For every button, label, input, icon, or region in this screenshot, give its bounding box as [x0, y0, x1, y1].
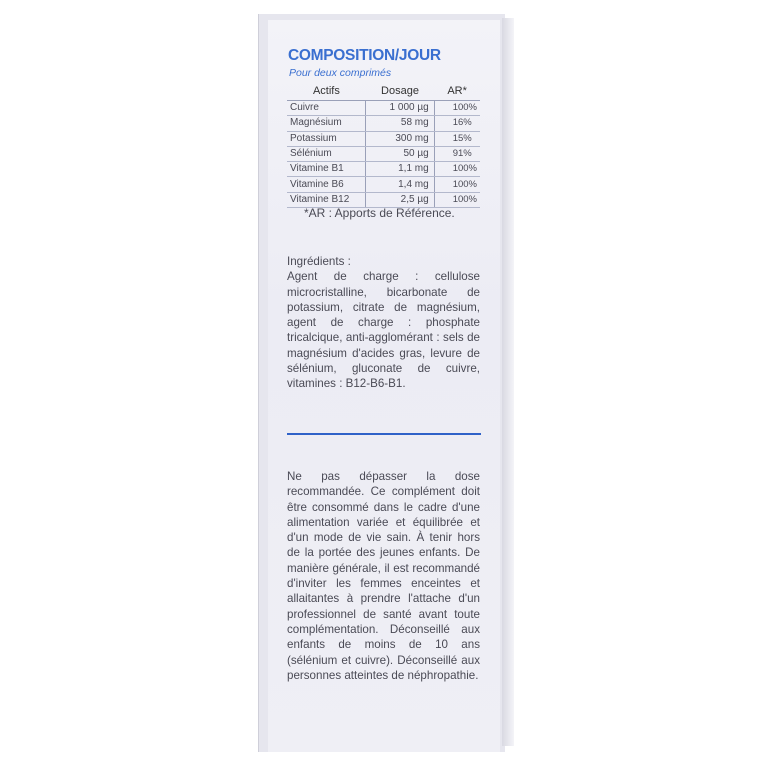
ingredients-block: [287, 254, 480, 392]
box-edge: [502, 18, 514, 746]
nutrient-dosage: 1,1 mg: [366, 162, 434, 177]
nutrient-dosage: 50 µg: [366, 146, 434, 161]
ingredients-heading: Ingrédients :: [287, 255, 351, 268]
nutrient-ar: 100%: [434, 162, 480, 177]
nutrient-dosage: 1 000 µg: [366, 101, 434, 116]
nutrient-ar: 16%: [434, 116, 480, 131]
table-row: [287, 101, 480, 116]
header-actifs: Actifs: [287, 83, 366, 101]
table-header-row: [287, 83, 480, 101]
nutrient-dosage: 2,5 µg: [366, 192, 434, 207]
nutrient-ar: 100%: [434, 192, 480, 207]
nutrient-dosage: 300 mg: [366, 131, 434, 146]
header-ar: AR*: [434, 83, 480, 101]
warning-block: [287, 469, 480, 683]
nutrient-dosage: 58 mg: [366, 116, 434, 131]
nutrient-ar: 91%: [434, 146, 480, 161]
table-row: [287, 162, 480, 177]
nutrient-name: Magnésium: [287, 116, 366, 131]
table-row: [287, 116, 480, 131]
nutrient-name: Vitamine B6: [287, 177, 366, 192]
section-divider: [287, 433, 481, 435]
composition-title: COMPOSITION/JOUR: [288, 47, 441, 64]
nutrient-name: Potassium: [287, 131, 366, 146]
nutrient-ar: 15%: [434, 131, 480, 146]
composition-table: [287, 83, 480, 208]
nutrient-name: Sélénium: [287, 146, 366, 161]
table-row: [287, 146, 480, 161]
ingredients-text: Agent de charge : cellulose microcristalline, bicarbonate de potassium, citrate de magnésium, agent de charge : phosphate tricalcique, anti-agglomérant : sels de magnésium d'acides gras, levure de sélénium, gluconate de cuivre, vitamines : B12-B6-B1.: [287, 270, 480, 391]
composition-subtitle: Pour deux comprimés: [289, 67, 392, 79]
nutrient-ar: 100%: [434, 101, 480, 116]
nutrient-ar: 100%: [434, 177, 480, 192]
nutrient-dosage: 1,4 mg: [366, 177, 434, 192]
warning-text: Ne pas dépasser la dose recommandée. Ce complément doit être consommé dans le cadre d'une alimentation variée et équilibrée et d'un mode de vie sain. À tenir hors de la portée des jeunes enfants. De manière générale, il est recommandé d'inviter les femmes enceintes et allaitantes à prendre l'attache d'un professionnel de santé avant toute complémentation. Déconseillé aux enfants de moins de 10 ans (sélénium et cuivre). Déconseillé aux personnes atteintes de néphropathie.: [287, 470, 480, 682]
table-row: [287, 131, 480, 146]
table-row: [287, 177, 480, 192]
nutrient-name: Vitamine B1: [287, 162, 366, 177]
nutrient-name: Cuivre: [287, 101, 366, 116]
header-dosage: Dosage: [366, 83, 434, 101]
reference-footnote: *AR : Apports de Référence.: [304, 206, 455, 220]
nutrient-name: Vitamine B12: [287, 192, 366, 207]
